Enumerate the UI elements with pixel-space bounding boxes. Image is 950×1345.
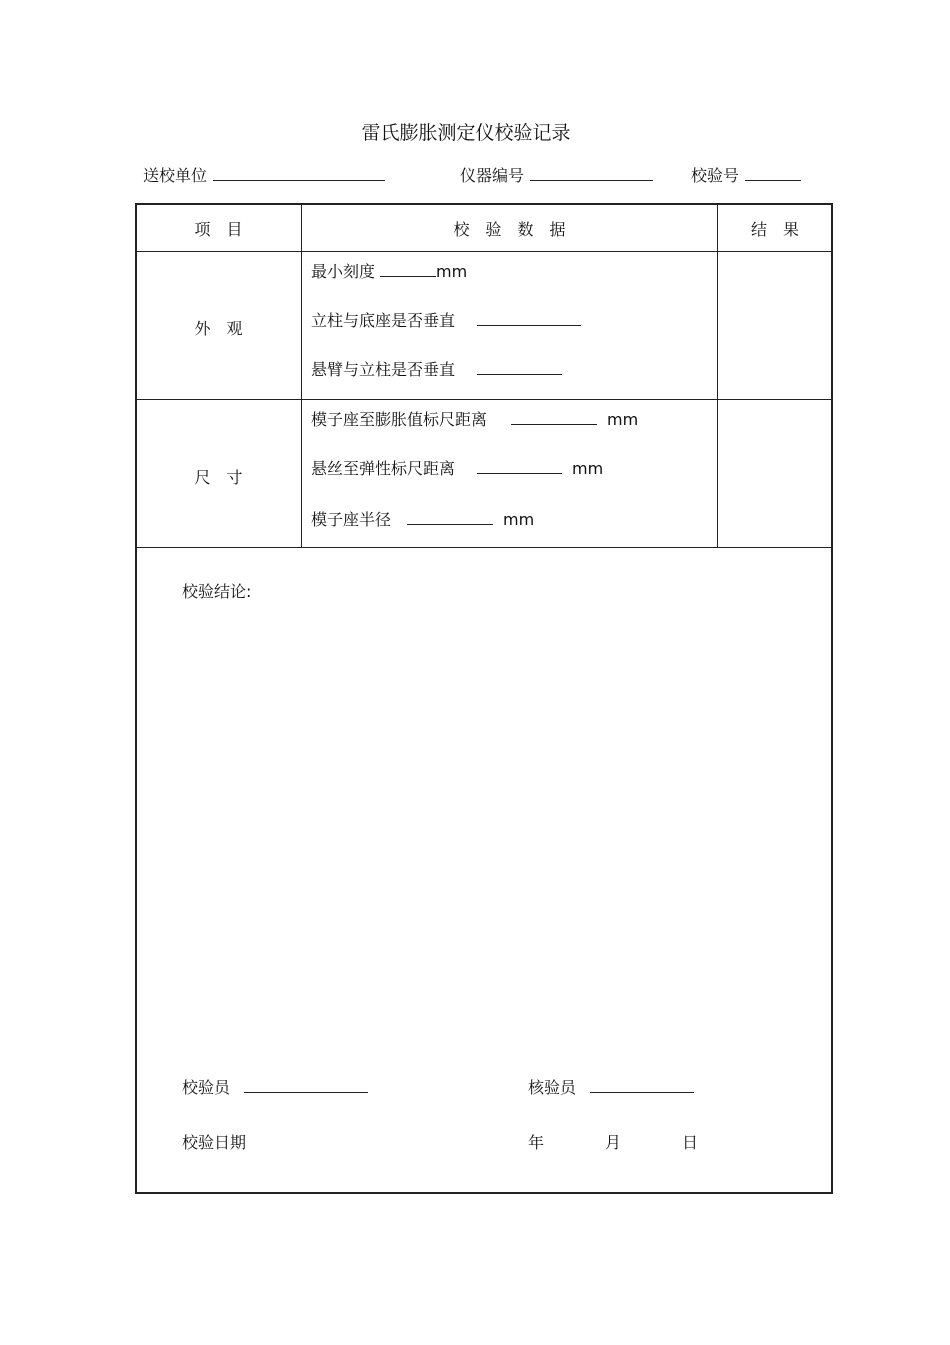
calibrator-line bbox=[182, 1075, 368, 1098]
min-scale-label: 最小刻度 bbox=[311, 262, 376, 281]
min-scale-line bbox=[311, 259, 467, 282]
unit-label: 送校单位 bbox=[143, 166, 208, 185]
row-label-appearance: 外 观 bbox=[194, 319, 243, 338]
wire-to-scale-line bbox=[311, 456, 603, 479]
checker-label: 核验员 bbox=[528, 1078, 577, 1097]
instrument-no-field bbox=[460, 163, 653, 186]
mold-to-scale-blank[interactable] bbox=[511, 409, 597, 425]
wire-to-scale-label: 悬丝至弹性标尺距离 bbox=[311, 459, 456, 478]
calibrator-label: 校验员 bbox=[182, 1078, 231, 1097]
conclusion-label: 校验结论: bbox=[182, 582, 252, 601]
mold-radius-unit: mm bbox=[503, 510, 535, 529]
mold-to-scale-line bbox=[311, 407, 638, 430]
date-year: 年 bbox=[528, 1133, 545, 1152]
row-divider bbox=[136, 251, 832, 252]
instrument-no-blank[interactable] bbox=[530, 165, 653, 181]
calibration-no-field bbox=[691, 163, 801, 186]
column-divider bbox=[301, 204, 302, 548]
calibration-no-label: 校验号 bbox=[691, 166, 740, 185]
cantilever-label: 悬臂与立柱是否垂直 bbox=[311, 360, 456, 379]
mold-to-scale-label: 模子座至膨胀值标尺距离 bbox=[311, 410, 488, 429]
instrument-no-label: 仪器编号 bbox=[460, 166, 525, 185]
wire-to-scale-unit: mm bbox=[572, 459, 604, 478]
unit-blank[interactable] bbox=[213, 165, 385, 181]
checker-line bbox=[528, 1075, 694, 1098]
calibrator-blank[interactable] bbox=[244, 1077, 368, 1093]
row-divider bbox=[136, 399, 832, 400]
row-label-dimensions: 尺 寸 bbox=[194, 468, 243, 487]
column-base-line bbox=[311, 308, 581, 331]
cantilever-line bbox=[311, 357, 562, 380]
row-divider bbox=[136, 547, 832, 548]
min-scale-unit: mm bbox=[436, 262, 468, 281]
column-base-label: 立柱与底座是否垂直 bbox=[311, 311, 456, 330]
mold-to-scale-unit: mm bbox=[607, 410, 639, 429]
column-divider bbox=[717, 204, 718, 548]
min-scale-blank[interactable] bbox=[380, 261, 436, 277]
column-header-item: 项 目 bbox=[194, 220, 243, 239]
page-title: 雷氏膨胀测定仪校验记录 bbox=[361, 122, 571, 144]
wire-to-scale-blank[interactable] bbox=[477, 458, 562, 474]
date-label: 校验日期 bbox=[182, 1133, 247, 1152]
mold-radius-blank[interactable] bbox=[407, 509, 493, 525]
column-base-blank[interactable] bbox=[477, 310, 581, 326]
calibration-no-blank[interactable] bbox=[745, 165, 801, 181]
date-day: 日 bbox=[682, 1133, 699, 1152]
mold-radius-label: 模子座半径 bbox=[311, 510, 392, 529]
mold-radius-line bbox=[311, 507, 534, 530]
column-header-result: 结 果 bbox=[750, 220, 799, 239]
unit-field bbox=[143, 163, 385, 186]
conclusion-area[interactable] bbox=[180, 605, 810, 1025]
column-header-data: 校 验 数 据 bbox=[453, 220, 566, 239]
checker-blank[interactable] bbox=[590, 1077, 694, 1093]
cantilever-blank[interactable] bbox=[477, 359, 562, 375]
date-month: 月 bbox=[605, 1133, 622, 1152]
